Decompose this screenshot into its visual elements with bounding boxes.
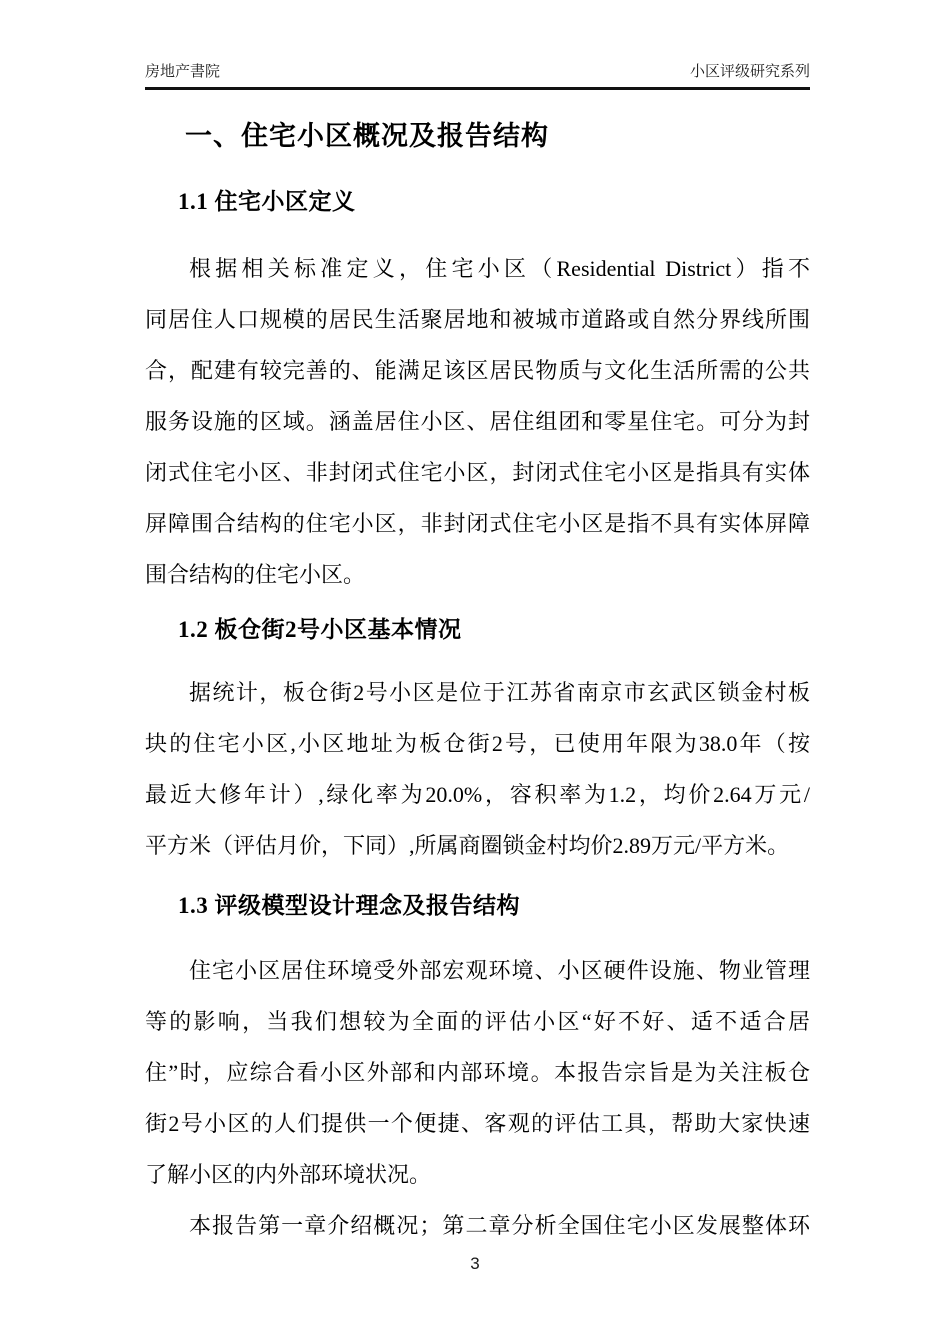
text-line: 服务设施的区域。涵盖居住小区、居住组团和零星住宅。可分为封 <box>145 409 810 434</box>
text-line: 块的住宅小区,小区地址为板仓街2号，已使用年限为38.0年（按 <box>145 731 810 756</box>
document-body <box>145 92 810 1251</box>
section-heading-1-2: 1.2 板仓街2号小区基本情况 <box>178 617 462 642</box>
text-line: 等的影响，当我们想较为全面的评估小区“好不好、适不适合居 <box>145 1009 810 1034</box>
section-heading-1-3: 1.3 评级模型设计理念及报告结构 <box>178 893 520 918</box>
section-heading-1-1: 1.1 住宅小区定义 <box>178 189 356 214</box>
text-line: 根据相关标准定义，住宅小区（Residential District）指不 <box>189 256 810 281</box>
text-line: 街2号小区的人们提供一个便捷、客观的评估工具，帮助大家快速 <box>145 1111 810 1136</box>
chapter-title: 一、住宅小区概况及报告结构 <box>185 121 549 151</box>
paragraph <box>145 243 810 600</box>
page-header <box>145 60 810 90</box>
text-line: 了解小区的内外部环境状况。 <box>145 1162 432 1187</box>
text-line: 围合结构的住宅小区。 <box>145 562 366 587</box>
text-line: 住”时，应综合看小区外部和内部环境。本报告宗旨是为关注板仓 <box>145 1060 810 1085</box>
text-line: 最近大修年计）,绿化率为20.0%，容积率为1.2，均价2.64万元/ <box>145 782 810 807</box>
text-line: 住宅小区居住环境受外部宏观环境、小区硬件设施、物业管理 <box>189 958 810 983</box>
text-line: 合，配建有较完善的、能满足该区居民物质与文化生活所需的公共 <box>145 358 810 383</box>
text-line: 闭式住宅小区、非封闭式住宅小区，封闭式住宅小区是指具有实体 <box>145 460 810 485</box>
text-line: 同居住人口规模的居民生活聚居地和被城市道路或自然分界线所围 <box>145 307 810 332</box>
page-number: 3 <box>470 1254 480 1273</box>
paragraph <box>145 945 810 1200</box>
text-line: 屏障围合结构的住宅小区，非封闭式住宅小区是指不具有实体屏障 <box>145 511 810 536</box>
paragraph <box>145 1200 810 1251</box>
text-line: 本报告第一章介绍概况；第二章分析全国住宅小区发展整体环 <box>189 1213 810 1238</box>
header-left-text: 房地产書院 <box>145 63 221 80</box>
text-line: 平方米（评估月价，下同）,所属商圈锁金村均价2.89万元/平方米。 <box>145 833 790 858</box>
paragraph <box>145 667 810 871</box>
header-right-text: 小区评级研究系列 <box>689 63 810 80</box>
text-line: 据统计，板仓街2号小区是位于江苏省南京市玄武区锁金村板 <box>189 680 810 705</box>
